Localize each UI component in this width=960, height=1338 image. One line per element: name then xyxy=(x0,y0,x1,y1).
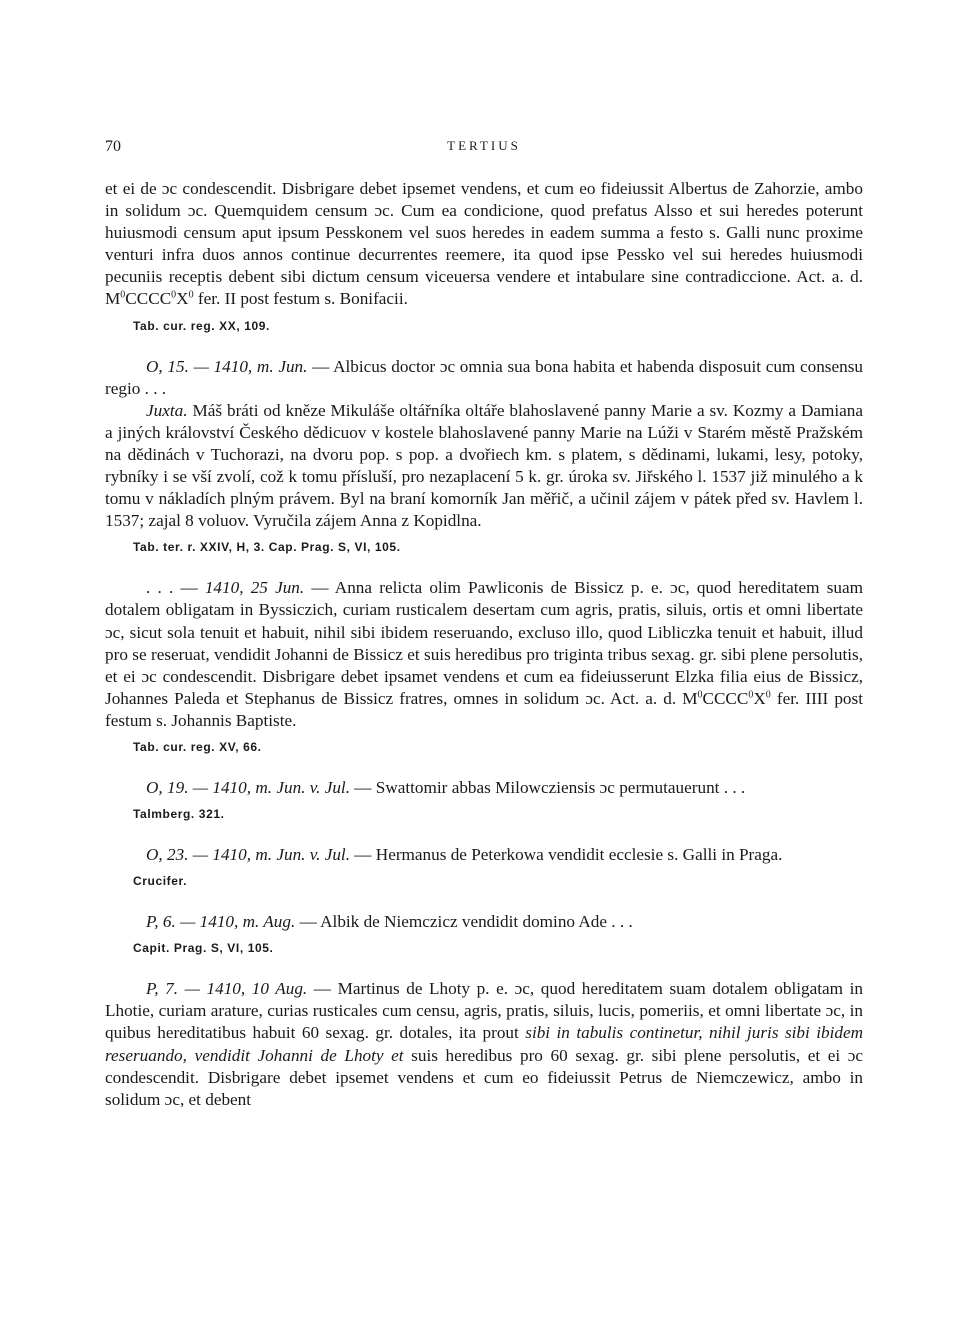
italic-passage: sibi in tabulis continetur, nihil juris sibi ibidem reseruando, vendidit Johanni de Lhoty et xyxy=(105,1023,864,1065)
source-citation: Tab. cur. reg. XX, 109. xyxy=(133,318,270,333)
source-citation: Tab. cur. reg. XV, 66. xyxy=(133,739,262,754)
entry-5: P, 6. — 1410, m. Aug. — Albik de Niemczicz vendidit domino Ade . . . xyxy=(146,912,633,932)
juxta-label: Juxta. xyxy=(146,400,188,420)
running-title: TERTIUS xyxy=(447,138,521,153)
entry-2: . . . — 1410, 25 Jun. — Anna relicta olim Pawliconis de Bissicz p. e. ɔc, quod hereditatem suam dotalem obligatam in Byssiczich, curiam rusticalem desertam cum agris, pratis, siluis, ortis et omni libertate ɔc, sicut sola tenuit et habuit, nihil sibi ibidem reseruando, excluso illo, quod Libliczka tenuit et habuit, illud pro se reseruat, vendidit Johanni de Bissicz et suis heredibus pro triginta tribus sexag. gr. sibi plene persolutis, et ei ɔc condescendit. Disbrigare debet ipsamet vendens et cum ea fideiusserunt Elzka filia eius de Bissicz, Johannes Paleda et Stephanus de Bissicz fratres, omnes in solidum ɔc. Act. a. d. $M^0CCCC^0X^0$ fer. IIII post festum s. Johannis Baptiste. xyxy=(105,578,863,730)
source-citation: Crucifer. xyxy=(133,874,188,889)
entry-date: P, 6. — 1410, m. Aug. xyxy=(146,912,296,932)
running-header xyxy=(105,138,863,160)
entry-date: O, 15. — 1410, m. Jun. xyxy=(146,356,308,376)
entry-date: O, 23. — 1410, m. Jun. v. Jul. xyxy=(146,845,350,865)
page-number: 70 xyxy=(105,138,121,155)
entry-4: O, 23. — 1410, m. Jun. v. Jul. — Hermanus de Peterkowa vendidit ecclesie s. Galli in Praga. xyxy=(146,845,783,865)
entry-3: O, 19. — 1410, m. Jun. v. Jul. — Swattomir abbas Milowcziensis ɔc permutauerunt . . . xyxy=(146,777,746,797)
source-citation: Capit. Prag. S, VI, 105. xyxy=(133,941,274,956)
source-citation: Tab. ter. r. XXIV, H, 3. Cap. Prag. S, VI, 105. xyxy=(133,540,401,555)
entry-date: 1410, 25 Jun. xyxy=(204,578,305,598)
entry-date: O, 19. — 1410, m. Jun. v. Jul. xyxy=(146,777,350,797)
entry-1-juxta: Juxta. Máš bráti od kněze Mikuláše oltářníka oltáře blahoslavené panny Marie a sv. Kozmy a Damiana a jiných království Českého dědicuov v kostele blahoslavené panny Marie na Lúži v Starém městě Pražském na dědinách v Tuchorazi, na dvoru pop. s pop. a dvořiech km. s platem, s dědinami, lukami, lesy, potoky, rybníky i se vší zvolí, což k tomu přísluší, pro nezaplacení 5 k. gr. úroka sv. Jiřského l. 1537 již minulého a k tomu v nákladích plným právem. Byl na braní komorník Jan měřič, a učinil zájem v pátek před sv. Havlem l. 1537; zajal 8 voluov. Vyručila zájem Anna z Kopidlna. xyxy=(105,400,863,531)
entry-1: O, 15. — 1410, m. Jun. — Albicus doctor ɔc omnia sua bona habita et habenda disposuit cum consensu regio . . . xyxy=(105,356,863,398)
entry-6: P, 7. — 1410, 10 Aug. — Martinus de Lhoty p. e. ɔc, quod hereditatem suam dotalem obligatam in Lhotie, curiam arature, curias rusticales cum censu, agris, pratis, siluis, lucis, pomeriis, et omni libertate ɔc, in quibus hereditatibus habuit 60 sexag. gr. dotales, ita prout sibi in tabulis continetur, nihil juris sibi ibidem reseruando, vendidit Johanni de Lhoty et suis heredibus pro 60 sexag. gr. sibi plene persolutis, et ei ɔc condescendit. Disbrigare debet ipsemet vendens et cum eo fideiussit Petrus de Niemczewicz, ambo in solidum ɔc, et debent xyxy=(105,979,864,1109)
opening-paragraph: et ei de ɔc condescendit. Disbrigare debet ipsemet vendens, et cum eo fideiussit Albertus de Zahorzie, ambo in solidum ɔc. Quemquidem censum ɔc. Cum ea condicione, quod prefatus Alsso et sui heredes poterunt huiusmodi censum aput ipsum Pesskonem vel suos heredes in eadem summa a festo s. Galli nunc proxime venturi infra duos annos continue decurrentes reemere, ita quod ipse Pessko vel sui heredes huiusmodi pecuniis receptis debent sibi dictum censum viceuersa vendere et intabulare sine contradiccione. Act. a. d. $M^0CCCC^0X^0$ fer. II post festum s. Bonifacii. xyxy=(105,179,863,309)
entry-date: P, 7. — 1410, 10 Aug. xyxy=(146,979,308,999)
source-citation: Talmberg. 321. xyxy=(133,807,225,822)
